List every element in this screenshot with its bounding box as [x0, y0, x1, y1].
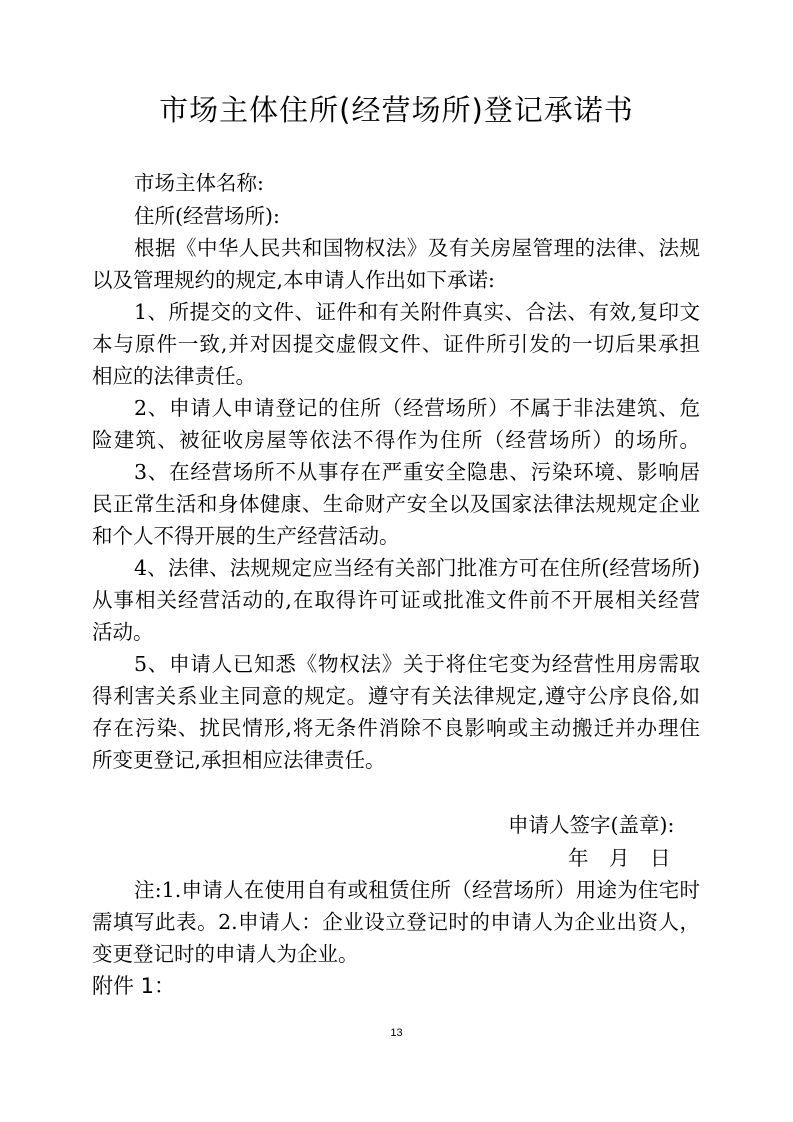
commitment-item-1: 1、所提交的文件、证件和有关附件真实、合法、有效,复印文 — [134, 300, 700, 324]
commitment-item-5: 存在污染、扰民情形,将无条件消除不良影响或主动搬迁并办理住 — [92, 716, 700, 740]
page-number: 13 — [390, 1027, 403, 1039]
field-address-label: 住所(经营场所): — [134, 204, 280, 228]
date-label: 年 月 日 — [568, 846, 671, 870]
commitment-item-3: 和个人不得开展的生产经营活动。 — [92, 524, 400, 548]
commitment-item-5: 所变更登记,承担相应法律责任。 — [92, 748, 386, 772]
commitment-item-2: 2、申请人申请登记的住所（经营场所）不属于非法建筑、危 — [134, 396, 700, 420]
commitment-item-4: 活动。 — [92, 620, 154, 644]
note-text: 需填写此表。2.申请人：企业设立登记时的申请人为企业出资人， — [92, 910, 700, 934]
note-text: 变更登记时的申请人为企业。 — [92, 942, 359, 966]
attachment-label: 附件 1： — [92, 974, 176, 998]
signature-label: 申请人签字(盖章): — [508, 813, 675, 837]
commitment-item-2: 险建筑、被征收房屋等依法不得作为住所（经营场所）的场所。 — [92, 428, 700, 452]
commitment-item-5: 5、申请人已知悉《物权法》关于将住宅变为经营性用房需取 — [134, 652, 700, 676]
field-entity-name-label: 市场主体名称: — [134, 171, 264, 195]
intro-text: 根据《中华人民共和国物权法》及有关房屋管理的法律、法规 — [134, 236, 700, 260]
page-title: 市场主体住所(经营场所)登记承诺书 — [159, 93, 634, 127]
commitment-item-5: 得利害关系业主同意的规定。遵守有关法律规定,遵守公序良俗,如 — [92, 684, 700, 708]
commitment-item-4: 4、法律、法规规定应当经有关部门批准方可在住所(经营场所) — [134, 556, 700, 580]
note-text: 注:1.申请人在使用自有或租赁住所（经营场所）用途为住宅时 — [134, 878, 700, 902]
commitment-item-1: 相应的法律责任。 — [92, 364, 256, 388]
commitment-item-1: 本与原件一致,并对因提交虚假文件、证件所引发的一切后果承担 — [92, 332, 700, 356]
commitment-item-3: 3、在经营场所不从事存在严重安全隐患、污染环境、影响居 — [134, 460, 700, 484]
commitment-item-3: 民正常生活和身体健康、生命财产安全以及国家法律法规规定企业 — [92, 492, 700, 516]
intro-text: 以及管理规约的规定,本申请人作出如下承诺: — [92, 268, 495, 292]
commitment-item-4: 从事相关经营活动的,在取得许可证或批准文件前不开展相关经营 — [92, 588, 700, 612]
